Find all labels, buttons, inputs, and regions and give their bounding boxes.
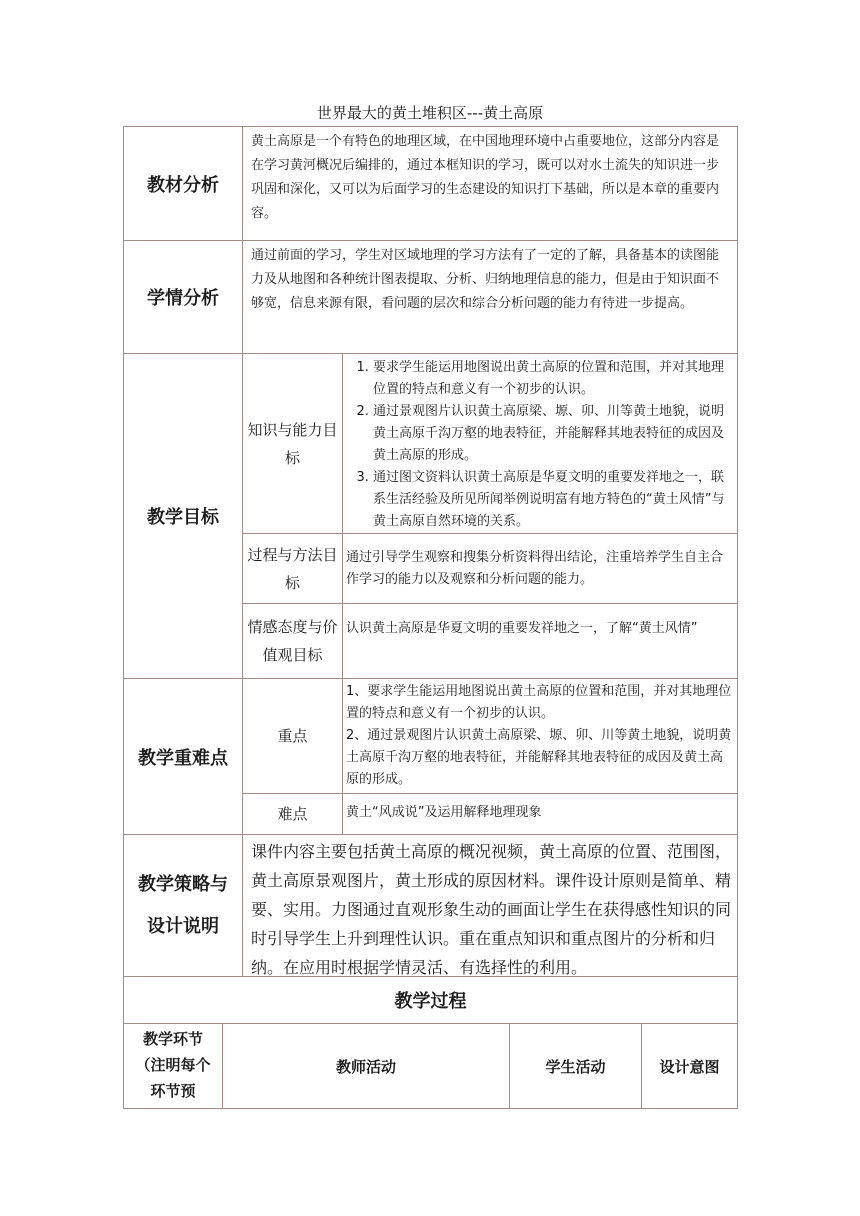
key-point-label: 重点 bbox=[242, 678, 343, 794]
process-goal-content: 通过引导学生观察和搜集分析资料得出结论，注重培养学生自主合作学习的能力以及观察和分析问题的能力。 bbox=[342, 533, 738, 604]
col-header-intent: 设计意图 bbox=[641, 1023, 738, 1109]
process-goal-label: 过程与方法目标 bbox=[242, 533, 343, 604]
material-heading: 教材分析 bbox=[123, 126, 243, 241]
strategy-heading: 教学策略与设计说明 bbox=[123, 834, 243, 977]
students-heading: 学情分析 bbox=[123, 240, 243, 354]
list-item: 1. 要求学生能运用地图说出黄土高原的位置和范围，并对其地理位置的特点和意义有一个初步的认识。 bbox=[373, 357, 735, 401]
col-header-student: 学生活动 bbox=[509, 1023, 642, 1109]
emotion-goal-content: 认识黄土高原是华夏文明的重要发祥地之一，了解“黄土风情” bbox=[342, 603, 738, 679]
goals-heading: 教学目标 bbox=[123, 353, 243, 679]
difficult-point-label: 难点 bbox=[242, 793, 343, 835]
knowledge-goal-list bbox=[342, 353, 738, 534]
difficult-point-content: 黄土“风成说”及运用解释地理现象 bbox=[342, 793, 738, 835]
knowledge-goal-label: 知识与能力目标 bbox=[242, 353, 343, 534]
key-point-content: 1、要求学生能运用地图说出黄土高原的位置和范围，并对其地理位置的特点和意义有一个初步的认识。 2、通过景观图片认识黄土高原梁、塬、卯、川等黄土地貌，说明黄土高原千沟万壑的地表特征，并能解释其地表特征的成因及黄土高原的形成。 bbox=[342, 678, 738, 794]
col-header-teacher: 教师活动 bbox=[222, 1023, 510, 1109]
document-title: 世界最大的黄土堆积区---黄土高原 bbox=[316, 104, 544, 122]
list-item: 3. 通过图文资料认识黄土高原是华夏文明的重要发祥地之一，联系生活经验及所见所闻举例说明富有地方特色的“黄土风情”与黄土高原自然环境的关系。 bbox=[373, 467, 735, 533]
material-content: 黄土高原是一个有特色的地理区域，在中国地理环境中占重要地位，这部分内容是在学习黄河概况后编排的，通过本框知识的学习，既可以对水土流失的知识进一步巩固和深化，又可以为后面学习的生态建设的知识打下基础，所以是本章的重要内容。 bbox=[242, 126, 738, 241]
strategy-content: 课件内容主要包括黄土高原的概况视频，黄土高原的位置、范围图，黄土高原景观图片，黄土形成的原因材料。课件设计原则是简单、精要、实用。力图通过直观形象生动的画面让学生在获得感性知识的同时引导学生上升到理性认识。重在重点知识和重点图片的分析和归纳。在应用时根据学情灵活、有选择性的利用。 bbox=[242, 834, 738, 977]
list-item: 2. 通过景观图片认识黄土高原梁、塬、卯、川等黄土地貌，说明黄土高原千沟万壑的地表特征，并能解释其地表特征的成因及黄土高原的形成。 bbox=[373, 401, 735, 467]
keypoints-heading: 教学重难点 bbox=[123, 678, 243, 835]
emotion-goal-label: 情感态度与价值观目标 bbox=[242, 603, 343, 679]
col-header-stage: 教学环节（注明每个环节预 bbox=[123, 1023, 223, 1109]
process-heading: 教学过程 bbox=[123, 976, 738, 1024]
students-content: 通过前面的学习，学生对区域地理的学习方法有了一定的了解，具备基本的读图能力及从地图和各种统计图表提取、分析、归纳地理信息的能力，但是由于知识面不够宽，信息来源有限，看问题的层次和综合分析问题的能力有待进一步提高。 bbox=[242, 240, 738, 354]
